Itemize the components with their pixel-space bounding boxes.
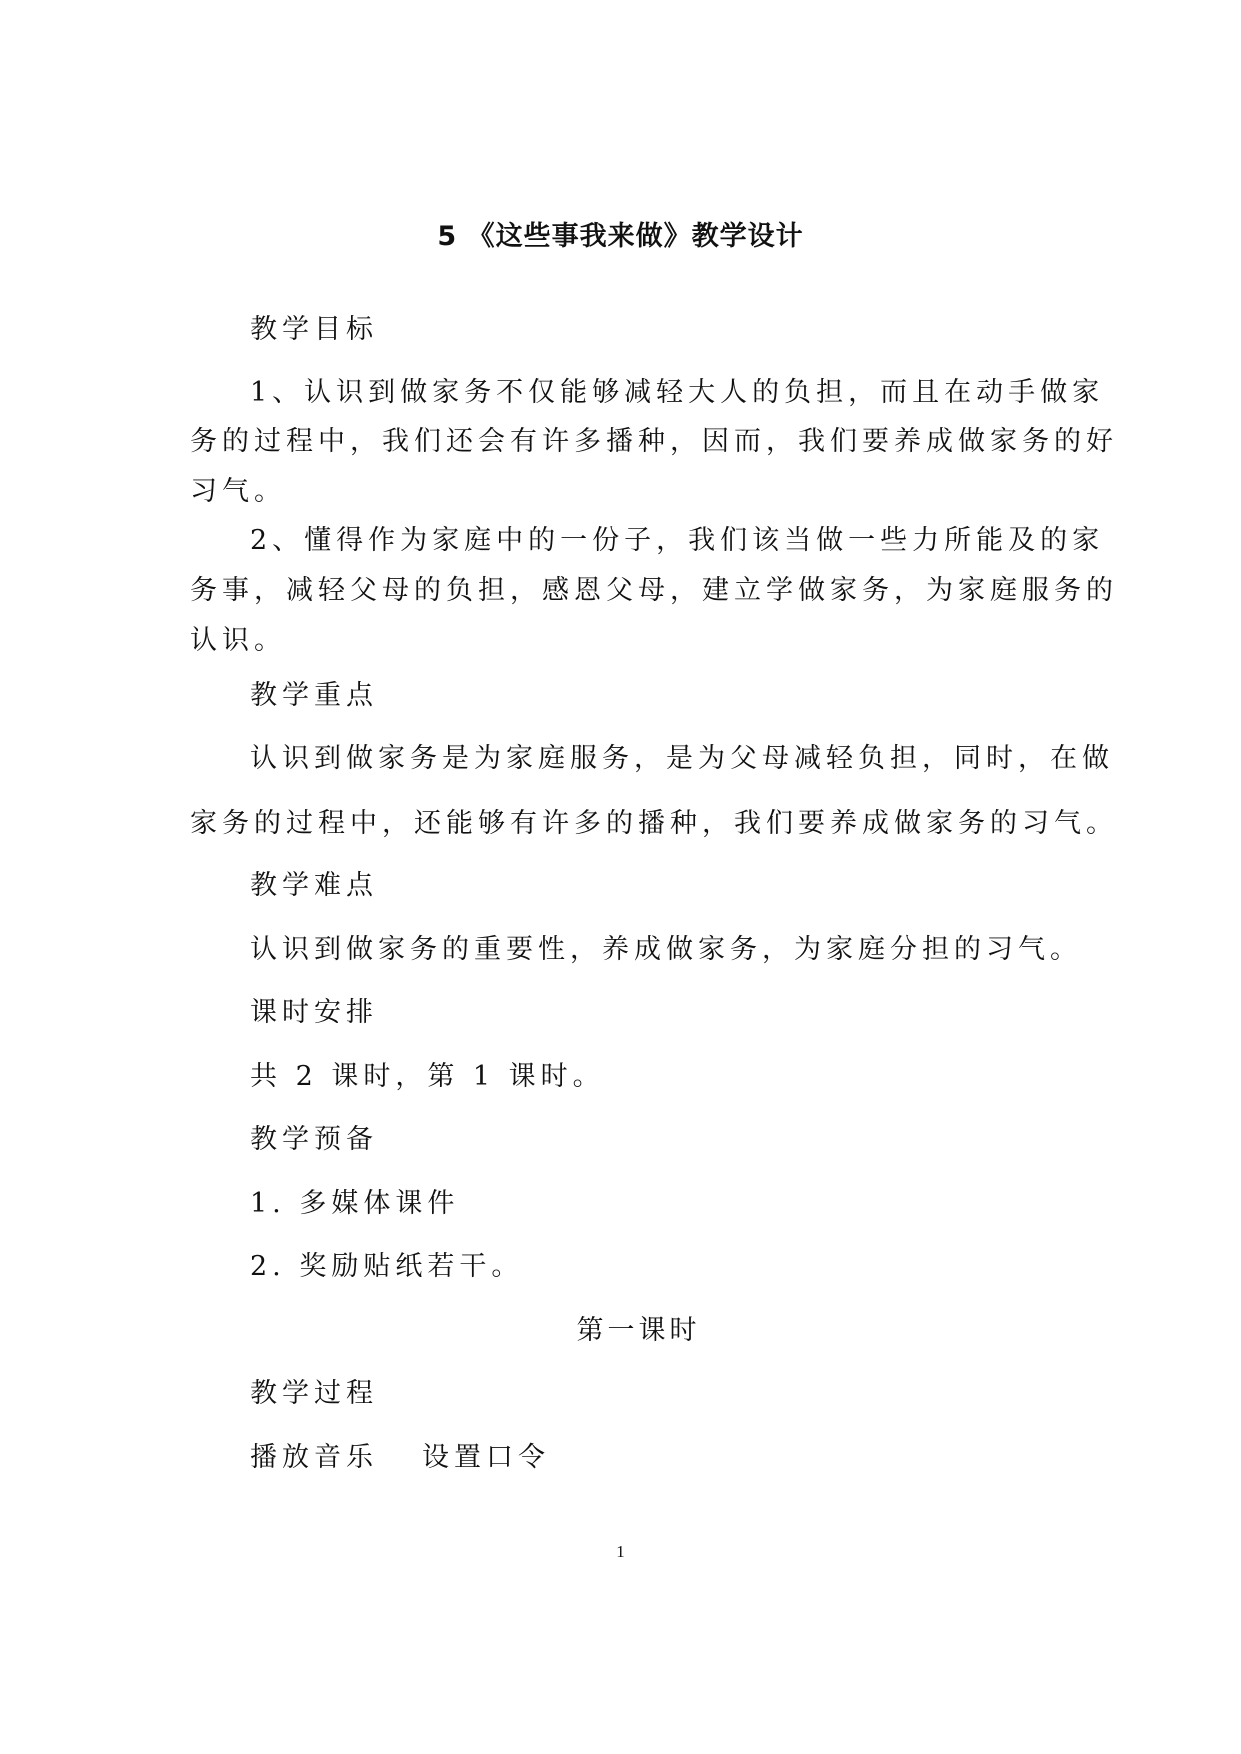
goal-2-line-1: 2、懂得作为家庭中的一份子，我们该当做一些力所能及的家 (250, 525, 1105, 556)
goal-heading: 教学目标 (250, 314, 378, 345)
process-item-command: 设置口令 (422, 1442, 550, 1473)
goal-2-line-3: 认识。 (190, 625, 286, 656)
document-title: 5 《这些事我来做》教学设计 (437, 221, 804, 252)
page-number: 1 (616, 1542, 625, 1561)
prep-item-1: 1. 多媒体课件 (250, 1188, 460, 1219)
goal-1-line-1: 1、认识到做家务不仅能够减轻大人的负担，而且在动手做家 (250, 377, 1105, 408)
schedule-heading: 课时安排 (250, 997, 378, 1028)
goal-1-line-2: 务的过程中，我们还会有许多播种，因而，我们要养成做家务的好 (190, 426, 1118, 457)
goal-1-line-3: 习气。 (190, 476, 286, 507)
goal-2-line-2: 务事，减轻父母的负担，感恩父母，建立学做家务，为家庭服务的 (190, 575, 1118, 606)
key-line-2: 家务的过程中，还能够有许多的播种，我们要养成做家务的习气。 (190, 808, 1118, 839)
process-item-music: 播放音乐 (250, 1442, 378, 1473)
prep-item-2: 2. 奖励贴纸若干。 (250, 1251, 524, 1282)
schedule-text: 共 2 课时，第 1 课时。 (250, 1061, 605, 1092)
prep-heading: 教学预备 (250, 1124, 378, 1155)
difficulty-heading: 教学难点 (250, 870, 378, 901)
difficulty-text: 认识到做家务的重要性，养成做家务，为家庭分担的习气。 (250, 934, 1082, 965)
lesson-heading: 第一课时 (576, 1315, 701, 1346)
process-heading: 教学过程 (250, 1378, 378, 1409)
process-items (250, 1443, 550, 1473)
key-heading: 教学重点 (250, 680, 378, 711)
key-line-1: 认识到做家务是为家庭服务，是为父母减轻负担，同时，在做 (250, 743, 1114, 774)
